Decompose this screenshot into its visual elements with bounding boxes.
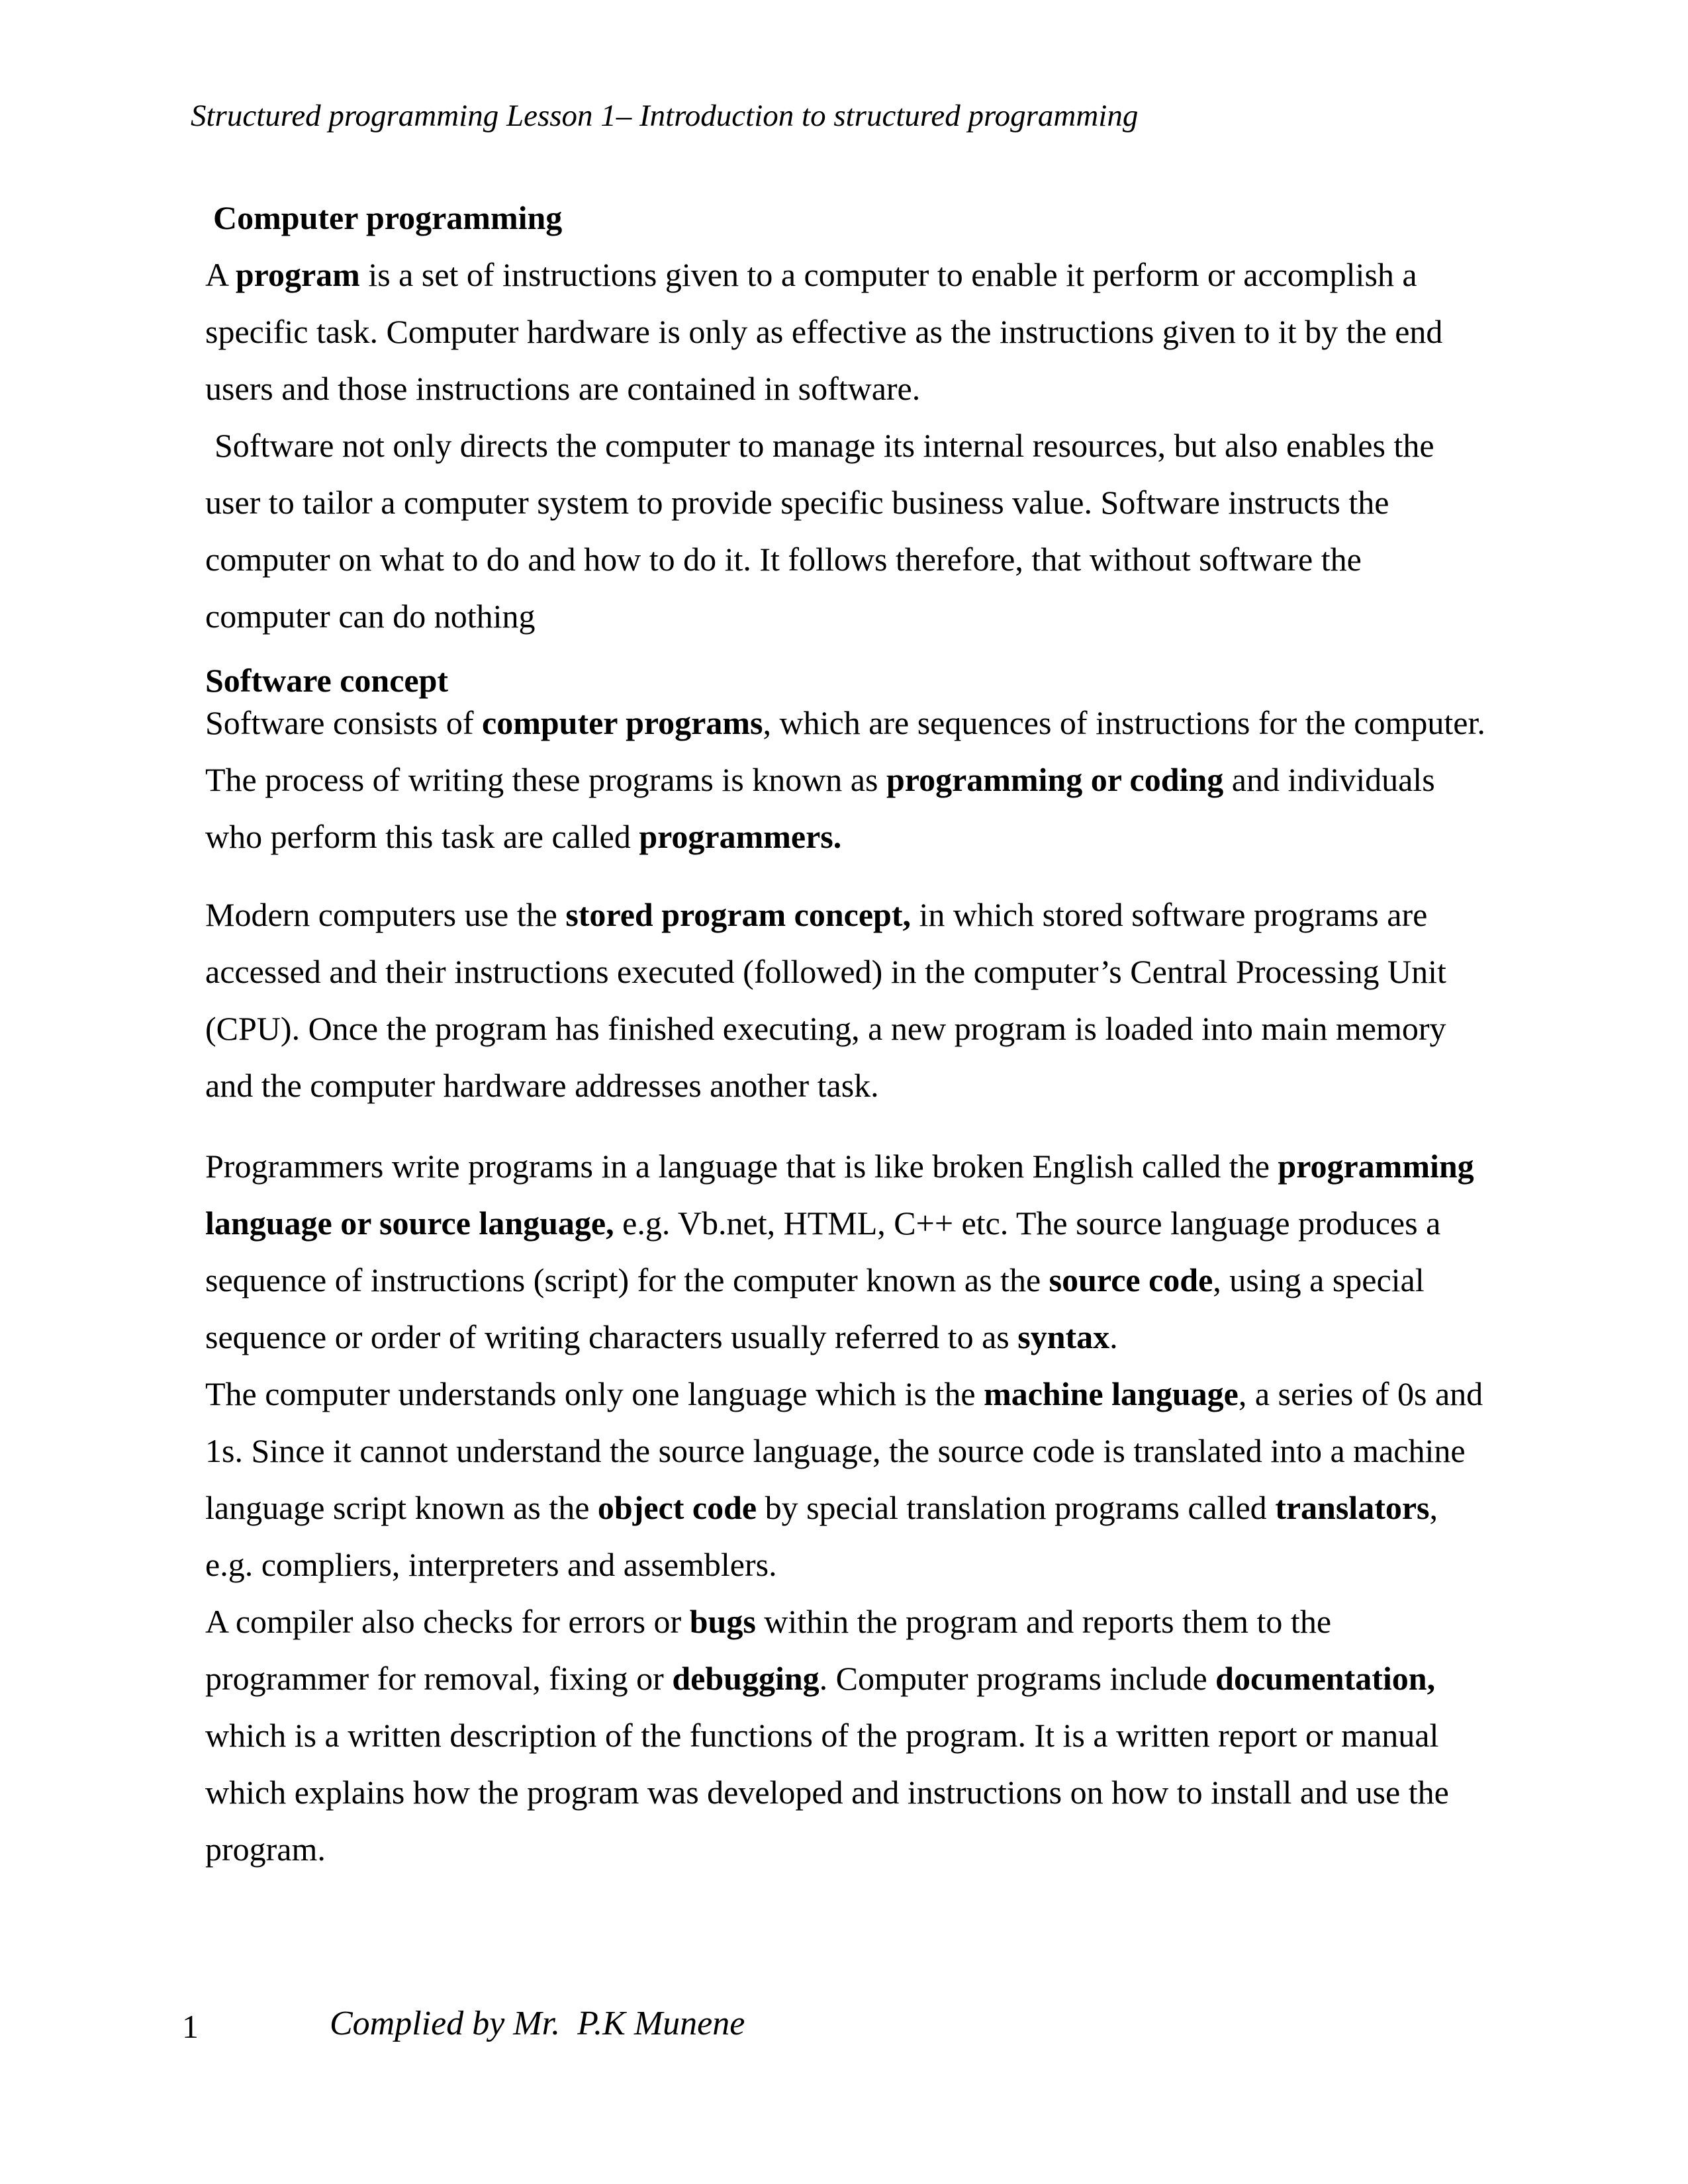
text-run: A compiler also checks for errors or xyxy=(205,1603,690,1640)
paragraph-software-role xyxy=(205,417,1489,645)
text-run: , a series of 0s and 1s. Since it cannot understand the source language, the source code is translated into a machine language script known as the xyxy=(205,1375,1483,1526)
paragraph-machine-language xyxy=(205,1365,1489,1593)
section-heading-computer-programming: Computer programming xyxy=(213,199,563,236)
paragraph-software-consists xyxy=(205,694,1489,865)
page-header-title: Structured programming Lesson 1– Introduction to structured programming xyxy=(191,99,1139,133)
paragraph-program-definition xyxy=(205,246,1489,417)
paragraph-programming-language xyxy=(205,1138,1489,1365)
text-run: . xyxy=(1109,1318,1118,1355)
text-run: which is a written description of the functions of the program. It is a written report or manual which explains how the program was developed and instructions on how to install and use the program. xyxy=(205,1717,1449,1868)
text-run-bold: translators xyxy=(1275,1489,1430,1526)
text-run: A xyxy=(205,256,236,293)
text-run: , using a special sequence or order of writing characters usually referred to as xyxy=(205,1261,1425,1355)
text-run: , which are sequences of instructions for the computer. The process of writing these programs is known as xyxy=(205,704,1485,798)
text-run-bold: machine language xyxy=(984,1375,1239,1412)
text-run-bold: stored program concept, xyxy=(565,896,911,933)
text-run: Software not only directs the computer to manage its internal resources, but also enables the user to tailor a computer system to provide specific business value. Software instructs the computer on what to do and how to do it. It follows therefore, that without software the computer can do nothing xyxy=(205,427,1434,635)
text-run-bold: debugging xyxy=(672,1660,820,1697)
text-run: Software consists of xyxy=(205,704,482,741)
text-run: in which stored software programs are accessed and their instructions executed (followed) in the computer’s Central Processing Unit (CPU). Once the program has finished executing, a new program is loaded into main memory and the computer hardware addresses another task. xyxy=(205,896,1446,1104)
text-run: is a set of instructions given to a computer to enable it perform or accomplish a specific task. Computer hardware is only as effective as the instructions given to it by the end users and those instructions are contained in software. xyxy=(205,256,1443,407)
text-run: Modern computers use the xyxy=(205,896,566,933)
text-run: Programmers write programs in a language that is like broken English called the xyxy=(205,1148,1278,1185)
text-run-bold: object code xyxy=(597,1489,757,1526)
text-run: . Computer programs include xyxy=(819,1660,1216,1697)
text-run-bold: documentation, xyxy=(1215,1660,1436,1697)
paragraph-compiler-bugs xyxy=(205,1593,1489,1878)
text-run: within the program and reports them to the programmer for removal, fixing or xyxy=(205,1603,1332,1697)
text-run-bold: source code xyxy=(1049,1261,1213,1298)
text-run: The computer understands only one language which is the xyxy=(205,1375,984,1412)
text-run-bold: programming language or source language, xyxy=(205,1148,1474,1242)
page-number: 1 xyxy=(182,2008,199,2045)
footer-note: Complied by Mr. P.K Munene xyxy=(330,2005,745,2042)
section-heading-software-concept: Software concept xyxy=(205,662,449,699)
text-run-bold: computer programs xyxy=(482,704,763,741)
paragraph-stored-program-concept xyxy=(205,886,1489,1114)
text-run-bold: programmers. xyxy=(639,818,842,855)
text-run-bold: syntax xyxy=(1017,1318,1110,1355)
document-content xyxy=(191,0,1489,1878)
text-run-bold: program xyxy=(235,256,360,293)
text-run-bold: bugs xyxy=(689,1603,756,1640)
text-run-bold: programming or coding xyxy=(886,761,1224,798)
text-run: , e.g. compliers, interpreters and assemblers. xyxy=(205,1489,1438,1583)
text-run: by special translation programs called xyxy=(757,1489,1276,1526)
text-run: e.g. Vb.net, HTML, C++ etc. The source language produces a sequence of instructions (script) for the computer known as the xyxy=(205,1205,1441,1298)
text-run: and individuals who perform this task are called xyxy=(205,761,1435,855)
